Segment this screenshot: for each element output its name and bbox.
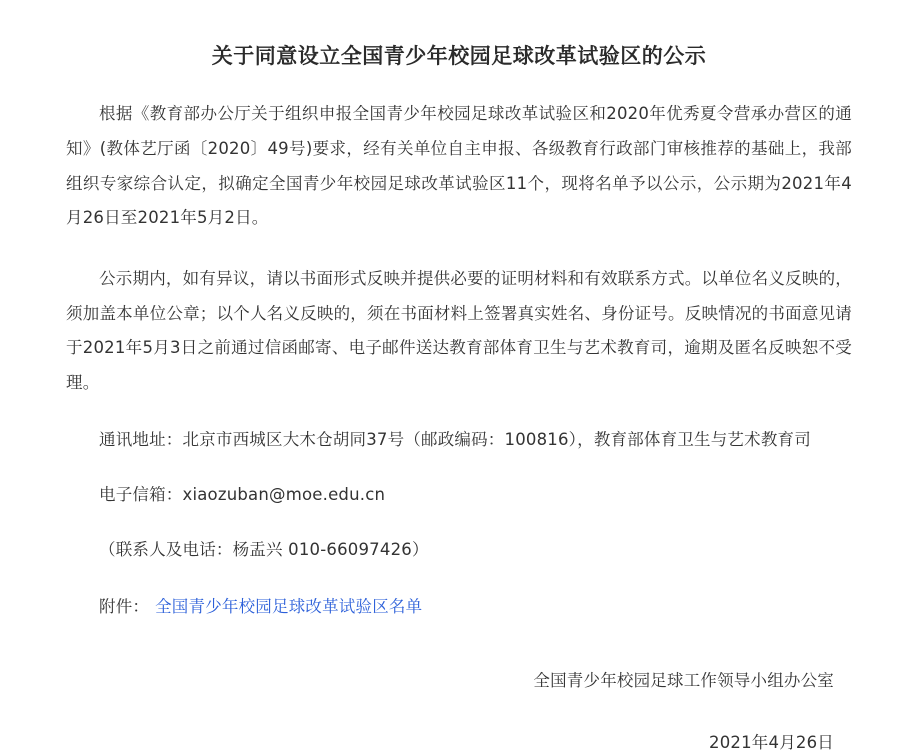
page-title: 关于同意设立全国青少年校园足球改革试验区的公示	[211, 44, 707, 68]
attachment-link[interactable]: 全国青少年校园足球改革试验区名单	[155, 596, 423, 616]
email-line: 电子信箱：xiaozuban@moe.edu.cn	[99, 484, 386, 504]
contact-person-line: （联系人及电话：杨盂兴 010-66097426）	[99, 539, 429, 559]
paragraph-2: 公示期内，如有异议，请以书面形式反映并提供必要的证明材料和有效联系方式。以单位名义反映的，须加盖本单位公章；以个人名义反映的，须在书面材料上签署真实姓名、身份证号。反映情况的书面意见请于2021年5月3日之前通过信函邮寄、电子邮件送达教育部体育卫生与艺术教育司，逾期及匿名反映恕不受理。	[66, 268, 852, 392]
attachment-row	[66, 590, 852, 623]
date-line: 2021年4月26日	[709, 732, 834, 752]
paragraph-1: 根据《教育部办公厅关于组织申报全国青少年校园足球改革试验区和2020年优秀夏令营承办营区的通知》(教体艺厅函〔2020〕49号)要求，经有关单位自主申报、各级教育行政部门审核推荐的基础上，我部组织专家综合认定，拟确定全国青少年校园足球改革试验区11个，现将名单予以公示，公示期为2021年4月26日至2021年5月2日。	[66, 104, 852, 228]
contact-address-line: 通讯地址：北京市西城区大木仓胡同37号（邮政编码：100816），教育部体育卫生与艺术教育司	[99, 429, 811, 449]
signature-line: 全国青少年校园足球工作领导小组办公室	[533, 670, 834, 690]
attachment-label: 附件：	[99, 596, 150, 616]
